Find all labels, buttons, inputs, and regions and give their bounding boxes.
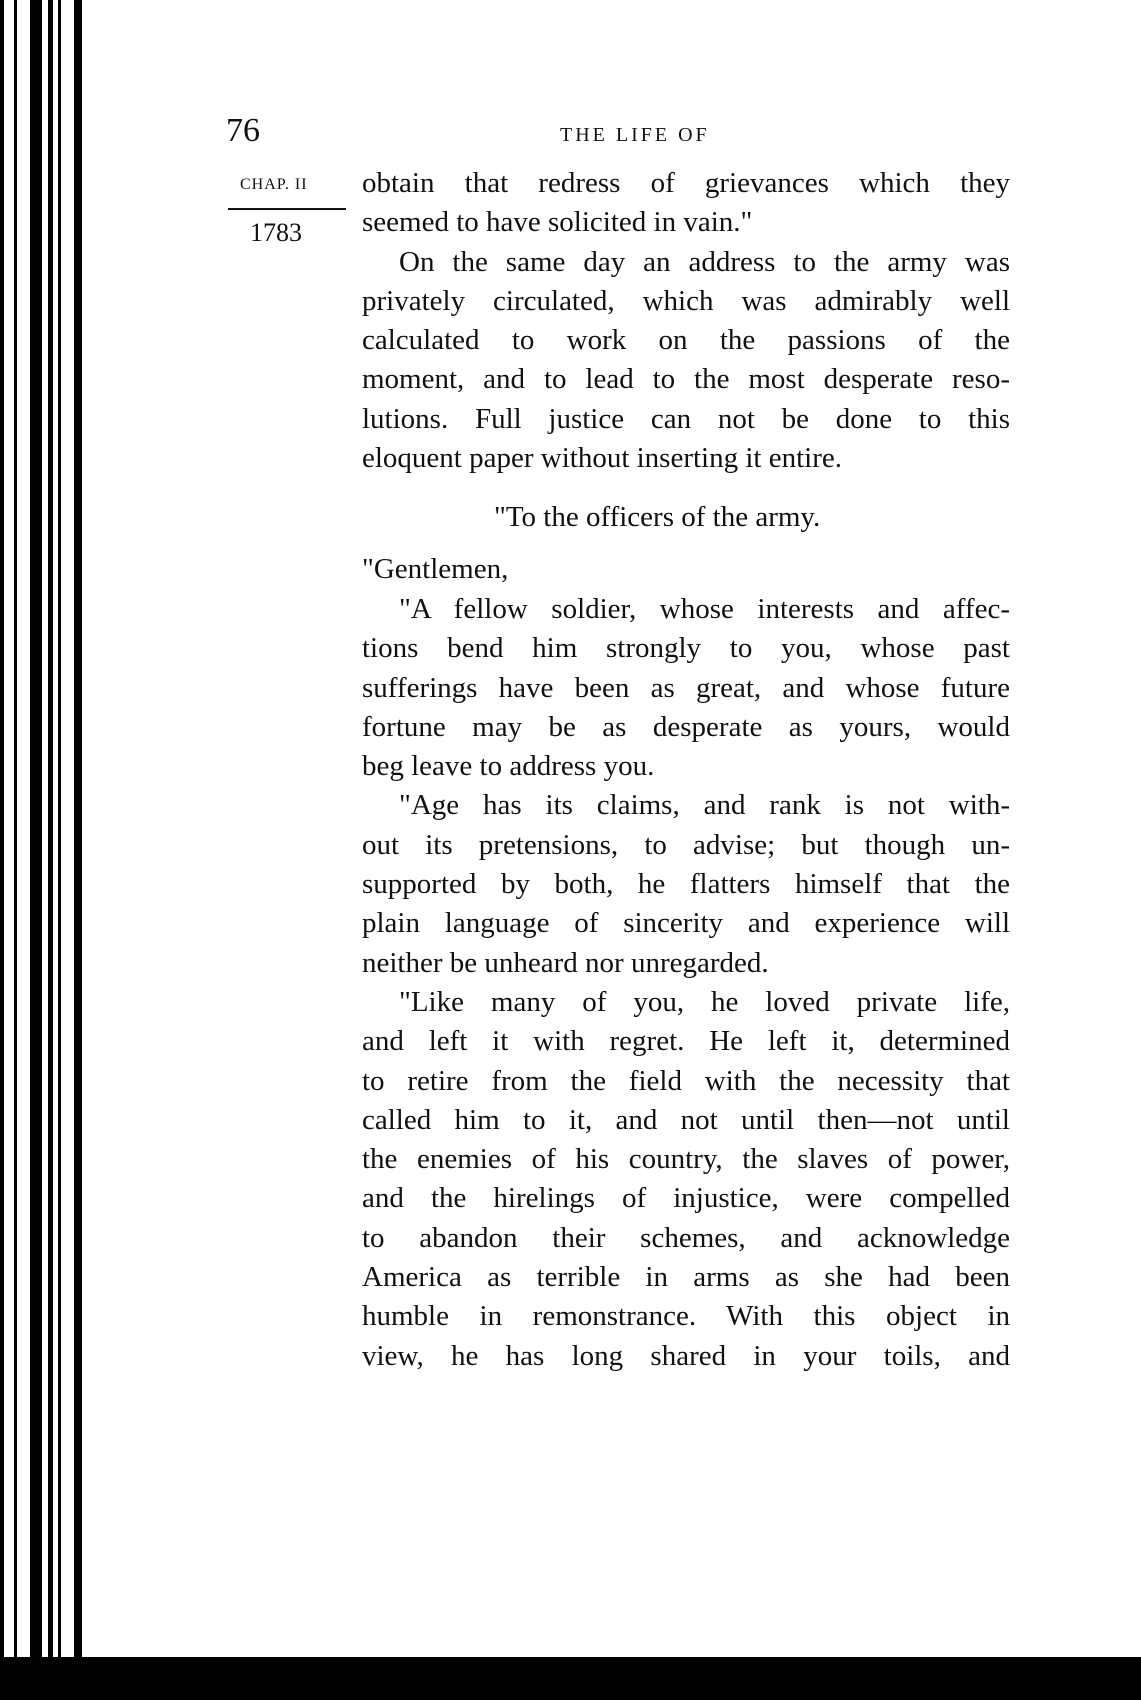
text-line: lutions. Full justice can not be done to this <box>362 402 1010 435</box>
address-heading: "To the officers of the army. <box>494 501 821 533</box>
text-line: fortune may be as desperate as yours, would <box>362 710 1010 743</box>
binding-edge <box>0 0 4 1700</box>
text-line: and the hirelings of injustice, were compelled <box>362 1182 1010 1215</box>
text-line: the enemies of his country, the slaves of power, <box>362 1143 1010 1176</box>
text-line: moment, and to lead to the most desperate reso- <box>362 363 1010 396</box>
text-line: seemed to have solicited in vain." <box>362 206 753 239</box>
text-line: calculated to work on the passions of the <box>362 324 1010 357</box>
text-line: to abandon their schemes, and acknowledge <box>362 1221 1010 1254</box>
text-line: "Age has its claims, and rank is not with- <box>399 789 1010 822</box>
text-line: "Like many of you, he loved private life, <box>399 985 1010 1018</box>
text-line: plain language of sincerity and experience will <box>362 907 1010 940</box>
salutation <box>362 550 1010 589</box>
salutation-line: "Gentlemen, <box>362 553 509 585</box>
text-line: beg leave to address you. <box>362 750 655 783</box>
binding-edge <box>58 0 61 1700</box>
text-line: called him to it, and not until then—not until <box>362 1103 1010 1136</box>
text-line: neither be unheard nor unregarded. <box>362 946 769 979</box>
text-line: "A fellow soldier, whose interests and affec- <box>399 593 1010 625</box>
text-line: eloquent paper without inserting it entire. <box>362 442 842 475</box>
binding-edge <box>14 0 17 1700</box>
scan-bottom-edge <box>0 1657 1141 1700</box>
binding-edge <box>74 0 82 1700</box>
margin-chapter: CHAP. II <box>240 176 308 193</box>
text-line: America as terrible in arms as she had been <box>362 1261 1010 1294</box>
running-title: THE LIFE OF <box>560 124 710 146</box>
margin-year: 1783 <box>250 218 302 247</box>
text-line: supported by both, he flatters himself that the <box>362 868 1010 901</box>
text-line: sufferings have been as great, and whose future <box>362 671 1010 704</box>
binding-edge <box>48 0 53 1700</box>
text-line: obtain that redress of grievances which they <box>362 167 1010 199</box>
text-line: humble in remonstrance. With this object in <box>362 1300 1010 1333</box>
text-line: On the same day an address to the army was <box>399 245 1010 278</box>
text-line: out its pretensions, to advise; but though un- <box>362 828 1010 861</box>
text-line: and left it with regret. He left it, determined <box>362 1025 1010 1058</box>
text-line: to retire from the field with the necessity that <box>362 1064 1010 1097</box>
text-line: tions bend him strongly to you, whose past <box>362 632 1010 665</box>
binding-edge <box>30 0 42 1700</box>
page-number: 76 <box>226 112 260 149</box>
letter-body <box>362 590 1010 1376</box>
margin-rule <box>228 208 346 210</box>
text-line: privately circulated, which was admirably well <box>362 284 1010 317</box>
paragraph <box>362 164 1010 478</box>
text-line: view, he has long shared in your toils, and <box>362 1339 1010 1372</box>
